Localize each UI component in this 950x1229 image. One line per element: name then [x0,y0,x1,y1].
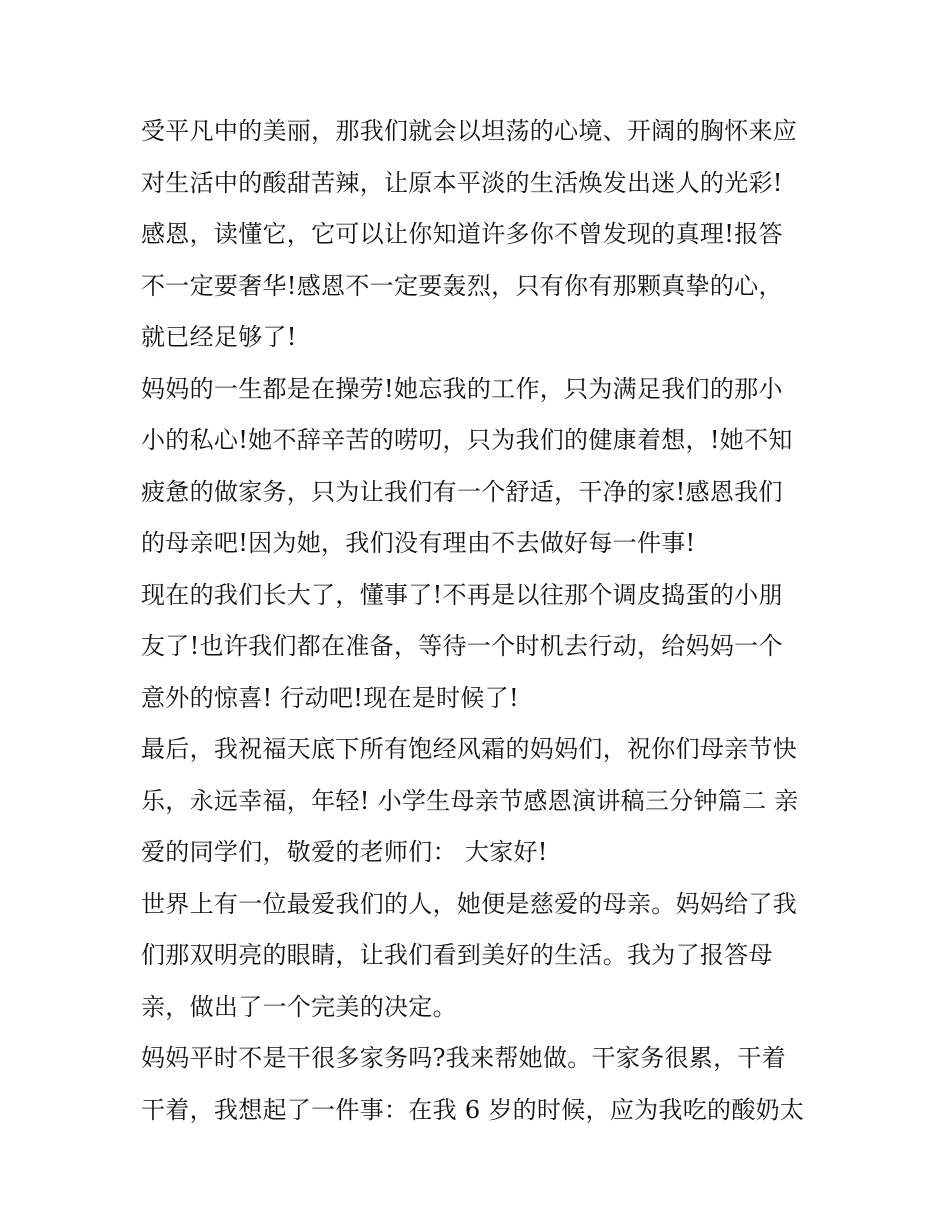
text-line-17: 们那双明亮的眼睛，让我们看到美好的生活。我为了报答母 [141,941,773,969]
text-line-13: 最后，我祝福天底下所有饱经风霜的妈妈们，祝你们母亲节快 [141,735,798,763]
text-line-7: 小的私心!她不辞辛苦的唠叨，只为我们的健康着想，!她不知 [141,426,793,454]
text-line-6: 妈妈的一生都是在操劳!她忘我的工作，只为满足我们的那小 [141,374,783,403]
text-line-3: 感恩，读懂它，它可以让你知道许多你不曾发现的真理!报答 [141,220,783,248]
text-line-15: 爱的同学们，敬爱的老师们： 大家好! [141,838,548,866]
text-line-10: 现在的我们长大了，懂事了!不再是以往那个调皮捣蛋的小朋 [141,580,783,609]
text-line-1: 受平凡中的美丽，那我们就会以坦荡的心境、开阔的胸怀来应 [141,117,798,145]
text-line-11: 友了!也许我们都在准备，等待一个时机去行动，给妈妈一个 [141,632,783,660]
text-line-20: 干着，我想起了一件事：在我 6 岁的时候，应为我吃的酸奶太 [141,1095,805,1124]
text-line-9: 的母亲吧!因为她，我们没有理由不去做好每一件事! [141,529,696,557]
text-line-14: 乐，永远幸福，年轻! 小学生母亲节感恩演讲稿三分钟篇二 亲 [141,786,799,815]
text-line-19: 妈妈平时不是干很多家务吗?我来帮她做。干家务很累，干着 [141,1044,786,1072]
text-line-18: 亲，做出了一个完美的决定。 [141,992,457,1021]
text-line-16: 世界上有一位最爱我们的人，她便是慈爱的母亲。妈妈给了我 [141,889,798,918]
document-body [141,106,821,1136]
text-line-5: 就已经足够了! [141,323,297,351]
text-line-8: 疲惫的做家务，只为让我们有一个舒适，干净的家!感恩我们 [141,477,783,506]
text-line-4: 不一定要奢华!感恩不一定要轰烈，只有你有那颗真挚的心， [141,271,783,300]
text-line-12: 意外的惊喜! 行动吧!现在是时候了! [141,683,519,712]
text-line-2: 对生活中的酸甜苦辣，让原本平淡的生活焕发出迷人的光彩! [141,168,783,197]
